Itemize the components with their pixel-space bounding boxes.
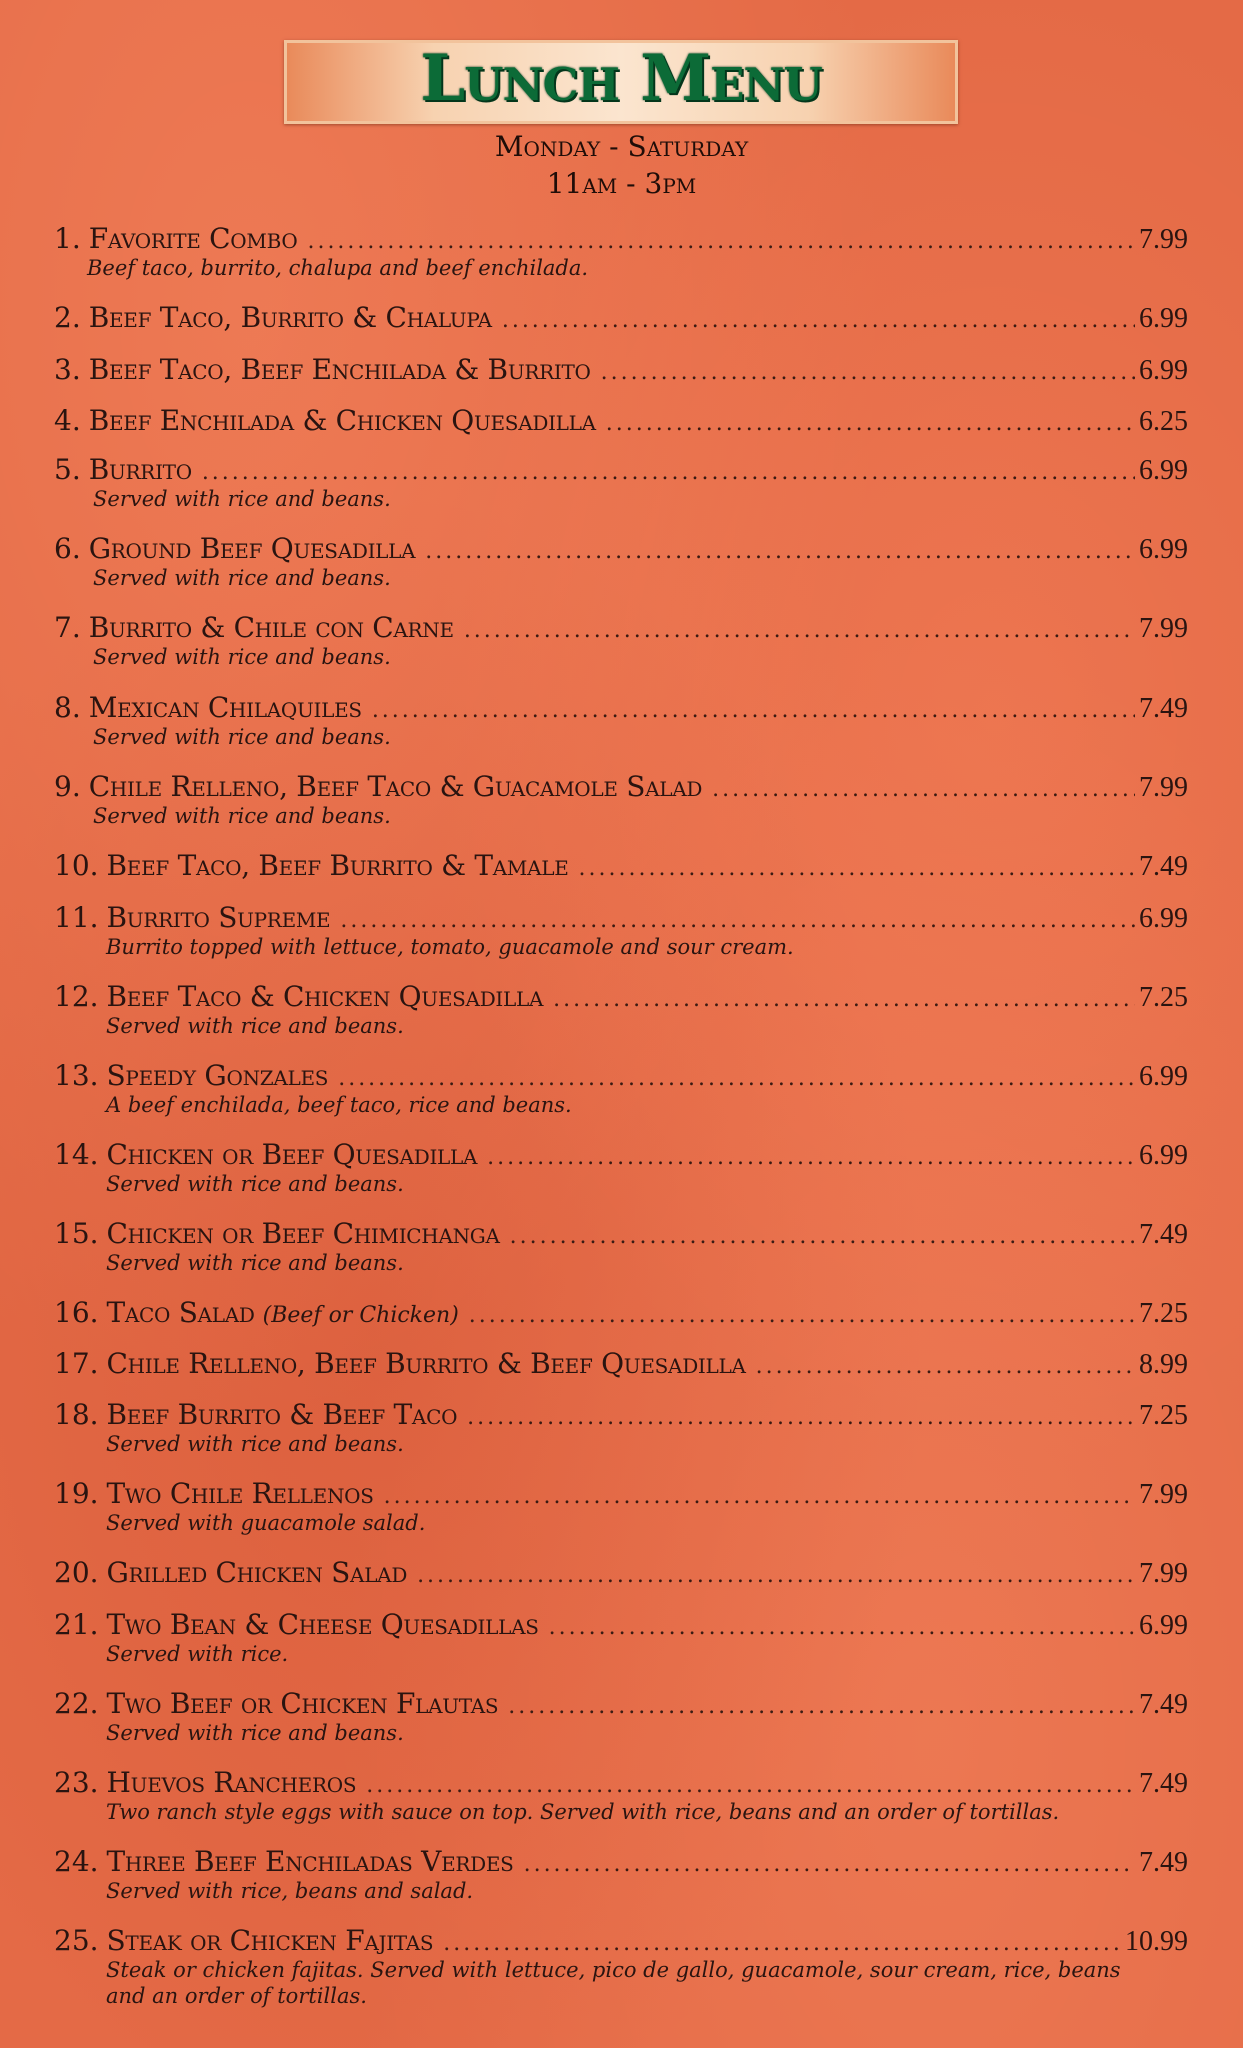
hours-subtitle: 11am - 3pm [546, 167, 697, 200]
menu-item [54, 1059, 1188, 1119]
item-name: Two Chile Rellenos [106, 1477, 374, 1510]
item-note: (Beef or Chicken) [262, 1303, 459, 1328]
menu-item [54, 453, 1188, 513]
item-price: 7.25 [1139, 982, 1188, 1013]
item-name: Speedy Gonzales [106, 1059, 329, 1092]
item-description: Served with rice, beans and salad. [106, 1879, 474, 1903]
item-name: Chile Relleno, Beef Taco & Guacamole Salad [88, 770, 703, 803]
menu-item [54, 1766, 1188, 1826]
menu-item [54, 532, 1188, 592]
menu-item [54, 1217, 1188, 1277]
menu-item [54, 1138, 1188, 1198]
item-number: 10. [54, 849, 99, 882]
item-number: 9. [54, 770, 81, 803]
item-number: 24. [54, 1845, 99, 1878]
item-description: Beef taco, burrito, chalupa and beef enchilada. [87, 256, 589, 280]
item-name: Burrito & Chile con Carne [88, 611, 454, 644]
item-description: Served with rice and beans. [106, 1251, 404, 1275]
item-number: 20. [54, 1556, 99, 1589]
item-name: Burrito [88, 453, 192, 486]
item-price: 6.99 [1139, 1610, 1188, 1641]
item-price: 6.99 [1139, 303, 1188, 334]
item-price: 7.99 [1139, 224, 1188, 255]
dot-leader [601, 356, 1135, 390]
item-price: 7.49 [1139, 1689, 1188, 1720]
menu-item [54, 691, 1188, 751]
dot-leader [579, 852, 1136, 886]
item-price: 6.25 [1139, 406, 1188, 437]
item-number: 1. [54, 222, 81, 255]
item-number: 2. [54, 301, 81, 334]
item-name: Chile Relleno, Beef Burrito & Beef Quesadilla [106, 1347, 746, 1380]
item-name: Beef Taco, Beef Burrito & Tamale [106, 849, 569, 882]
dot-leader [487, 1141, 1135, 1175]
item-name: Favorite Combo [88, 222, 298, 255]
item-description: Served with rice. [106, 1642, 289, 1666]
days-subtitle: Monday - Saturday [494, 130, 749, 163]
menu-item [54, 1556, 1188, 1590]
item-price: 6.99 [1139, 534, 1188, 565]
item-description: Served with rice and beans. [93, 645, 391, 669]
menu-item [54, 611, 1188, 671]
item-description: Served with rice and beans. [106, 1014, 404, 1038]
item-description: Burrito topped with lettuce, tomato, guacamole and sour cream. [106, 935, 794, 959]
item-name: Ground Beef Quesadilla [88, 532, 416, 565]
dot-leader [417, 1559, 1135, 1593]
dot-leader [553, 983, 1135, 1017]
item-number: 3. [54, 353, 81, 386]
menu-item [54, 301, 1188, 335]
dot-leader [425, 535, 1135, 569]
item-name: Beef Taco, Beef Enchilada & Burrito [88, 353, 591, 386]
item-name: Chicken or Beef Quesadilla [106, 1138, 478, 1171]
item-name: Steak or Chicken Fajitas [106, 1924, 434, 1957]
dot-leader [606, 407, 1135, 441]
item-price: 8.99 [1139, 1349, 1188, 1380]
menu-item [54, 222, 1188, 282]
item-description: Two ranch style eggs with sauce on top. Served with rice, beans and an order of tortillas. [106, 1800, 1060, 1824]
item-name: Chicken or Beef Chimichanga [106, 1217, 500, 1250]
item-description-continued: and an order of tortillas. [106, 1984, 367, 2008]
item-number: 13. [54, 1059, 99, 1092]
dot-leader [372, 694, 1135, 728]
item-name: Beef Taco & Chicken Quesadilla [106, 980, 544, 1013]
dot-leader [469, 1299, 1135, 1333]
menu-item [54, 1296, 1188, 1330]
menu-item [54, 849, 1188, 883]
item-price: 7.99 [1139, 1479, 1188, 1510]
menu-item [54, 1398, 1188, 1458]
item-name: Taco Salad [106, 1296, 255, 1329]
item-name: Grilled Chicken Salad [106, 1556, 408, 1589]
menu-item [54, 404, 1188, 438]
item-description: Served with rice and beans. [106, 1721, 404, 1745]
item-name: Three Beef Enchiladas Verdes [106, 1845, 514, 1878]
item-name: Beef Taco, Burrito & Chalupa [88, 301, 492, 334]
item-number: 21. [54, 1608, 99, 1641]
item-price: 7.49 [1139, 1768, 1188, 1799]
item-price: 7.49 [1139, 1847, 1188, 1878]
menu-title: Lunch Menu [420, 41, 822, 116]
item-price: 6.99 [1139, 903, 1188, 934]
item-price: 6.99 [1139, 455, 1188, 486]
menu-item [54, 901, 1188, 961]
menu-item [54, 353, 1188, 387]
item-description: Served with rice and beans. [106, 1172, 404, 1196]
item-description: A beef enchilada, beef taco, rice and beans. [106, 1093, 572, 1117]
item-name: Beef Enchilada & Chicken Quesadilla [88, 404, 596, 437]
dot-leader [384, 1480, 1135, 1514]
item-number: 4. [54, 404, 81, 437]
item-description: Served with guacamole salad. [106, 1511, 426, 1535]
item-price: 6.99 [1139, 1061, 1188, 1092]
menu-item [54, 1608, 1188, 1668]
menu-item [54, 1687, 1188, 1747]
item-price: 6.99 [1139, 355, 1188, 386]
item-number: 7. [54, 611, 81, 644]
item-price: 7.99 [1139, 772, 1188, 803]
item-name: Beef Burrito & Beef Taco [106, 1398, 458, 1431]
dot-leader [712, 773, 1135, 807]
item-name: Mexican Chilaquiles [88, 691, 362, 724]
item-description: Served with rice and beans. [93, 804, 391, 828]
item-number: 23. [54, 1766, 99, 1799]
dot-leader [510, 1220, 1135, 1254]
item-number: 5. [54, 453, 81, 486]
menu-item [54, 1477, 1188, 1537]
item-description: Served with rice and beans. [93, 566, 391, 590]
item-description: Served with rice and beans. [93, 487, 391, 511]
dot-leader [756, 1350, 1135, 1384]
item-number: 16. [54, 1296, 99, 1329]
item-price: 10.99 [1125, 1926, 1188, 1957]
item-name: Huevos Rancheros [106, 1766, 357, 1799]
menu-item [54, 1347, 1188, 1381]
dot-leader [467, 1401, 1135, 1435]
item-number: 22. [54, 1687, 99, 1720]
item-price: 7.49 [1139, 693, 1188, 724]
item-price: 7.25 [1139, 1298, 1188, 1329]
item-number: 15. [54, 1217, 99, 1250]
item-number: 19. [54, 1477, 99, 1510]
item-number: 25. [54, 1924, 99, 1957]
item-number: 18. [54, 1398, 99, 1431]
item-number: 8. [54, 691, 81, 724]
dot-leader [502, 304, 1135, 338]
dot-leader [464, 614, 1135, 648]
item-description: Steak or chicken fajitas. Served with lettuce, pico de gallo, guacamole, sour cream, rice, beans [106, 1958, 1121, 1982]
menu-item [54, 980, 1188, 1040]
item-number: 14. [54, 1138, 99, 1171]
item-number: 17. [54, 1347, 99, 1380]
menu-item [54, 770, 1188, 830]
item-price: 7.49 [1139, 851, 1188, 882]
item-name: Two Bean & Cheese Quesadillas [106, 1608, 539, 1641]
dot-leader [549, 1611, 1135, 1645]
menu-item [54, 1845, 1188, 1905]
item-name: Two Beef or Chicken Flautas [106, 1687, 499, 1720]
item-price: 7.49 [1139, 1219, 1188, 1250]
item-price: 7.25 [1139, 1400, 1188, 1431]
item-number: 12. [54, 980, 99, 1013]
item-price: 6.99 [1139, 1140, 1188, 1171]
item-description: Served with rice and beans. [106, 1432, 404, 1456]
item-price: 7.99 [1139, 613, 1188, 644]
dot-leader [508, 1690, 1135, 1724]
menu-item [54, 1924, 1188, 2010]
item-name: Burrito Supreme [106, 901, 331, 934]
item-number: 6. [54, 532, 81, 565]
item-number: 11. [54, 901, 99, 934]
dot-leader [524, 1848, 1135, 1882]
item-price: 7.99 [1139, 1558, 1188, 1589]
item-description: Served with rice and beans. [93, 725, 391, 749]
